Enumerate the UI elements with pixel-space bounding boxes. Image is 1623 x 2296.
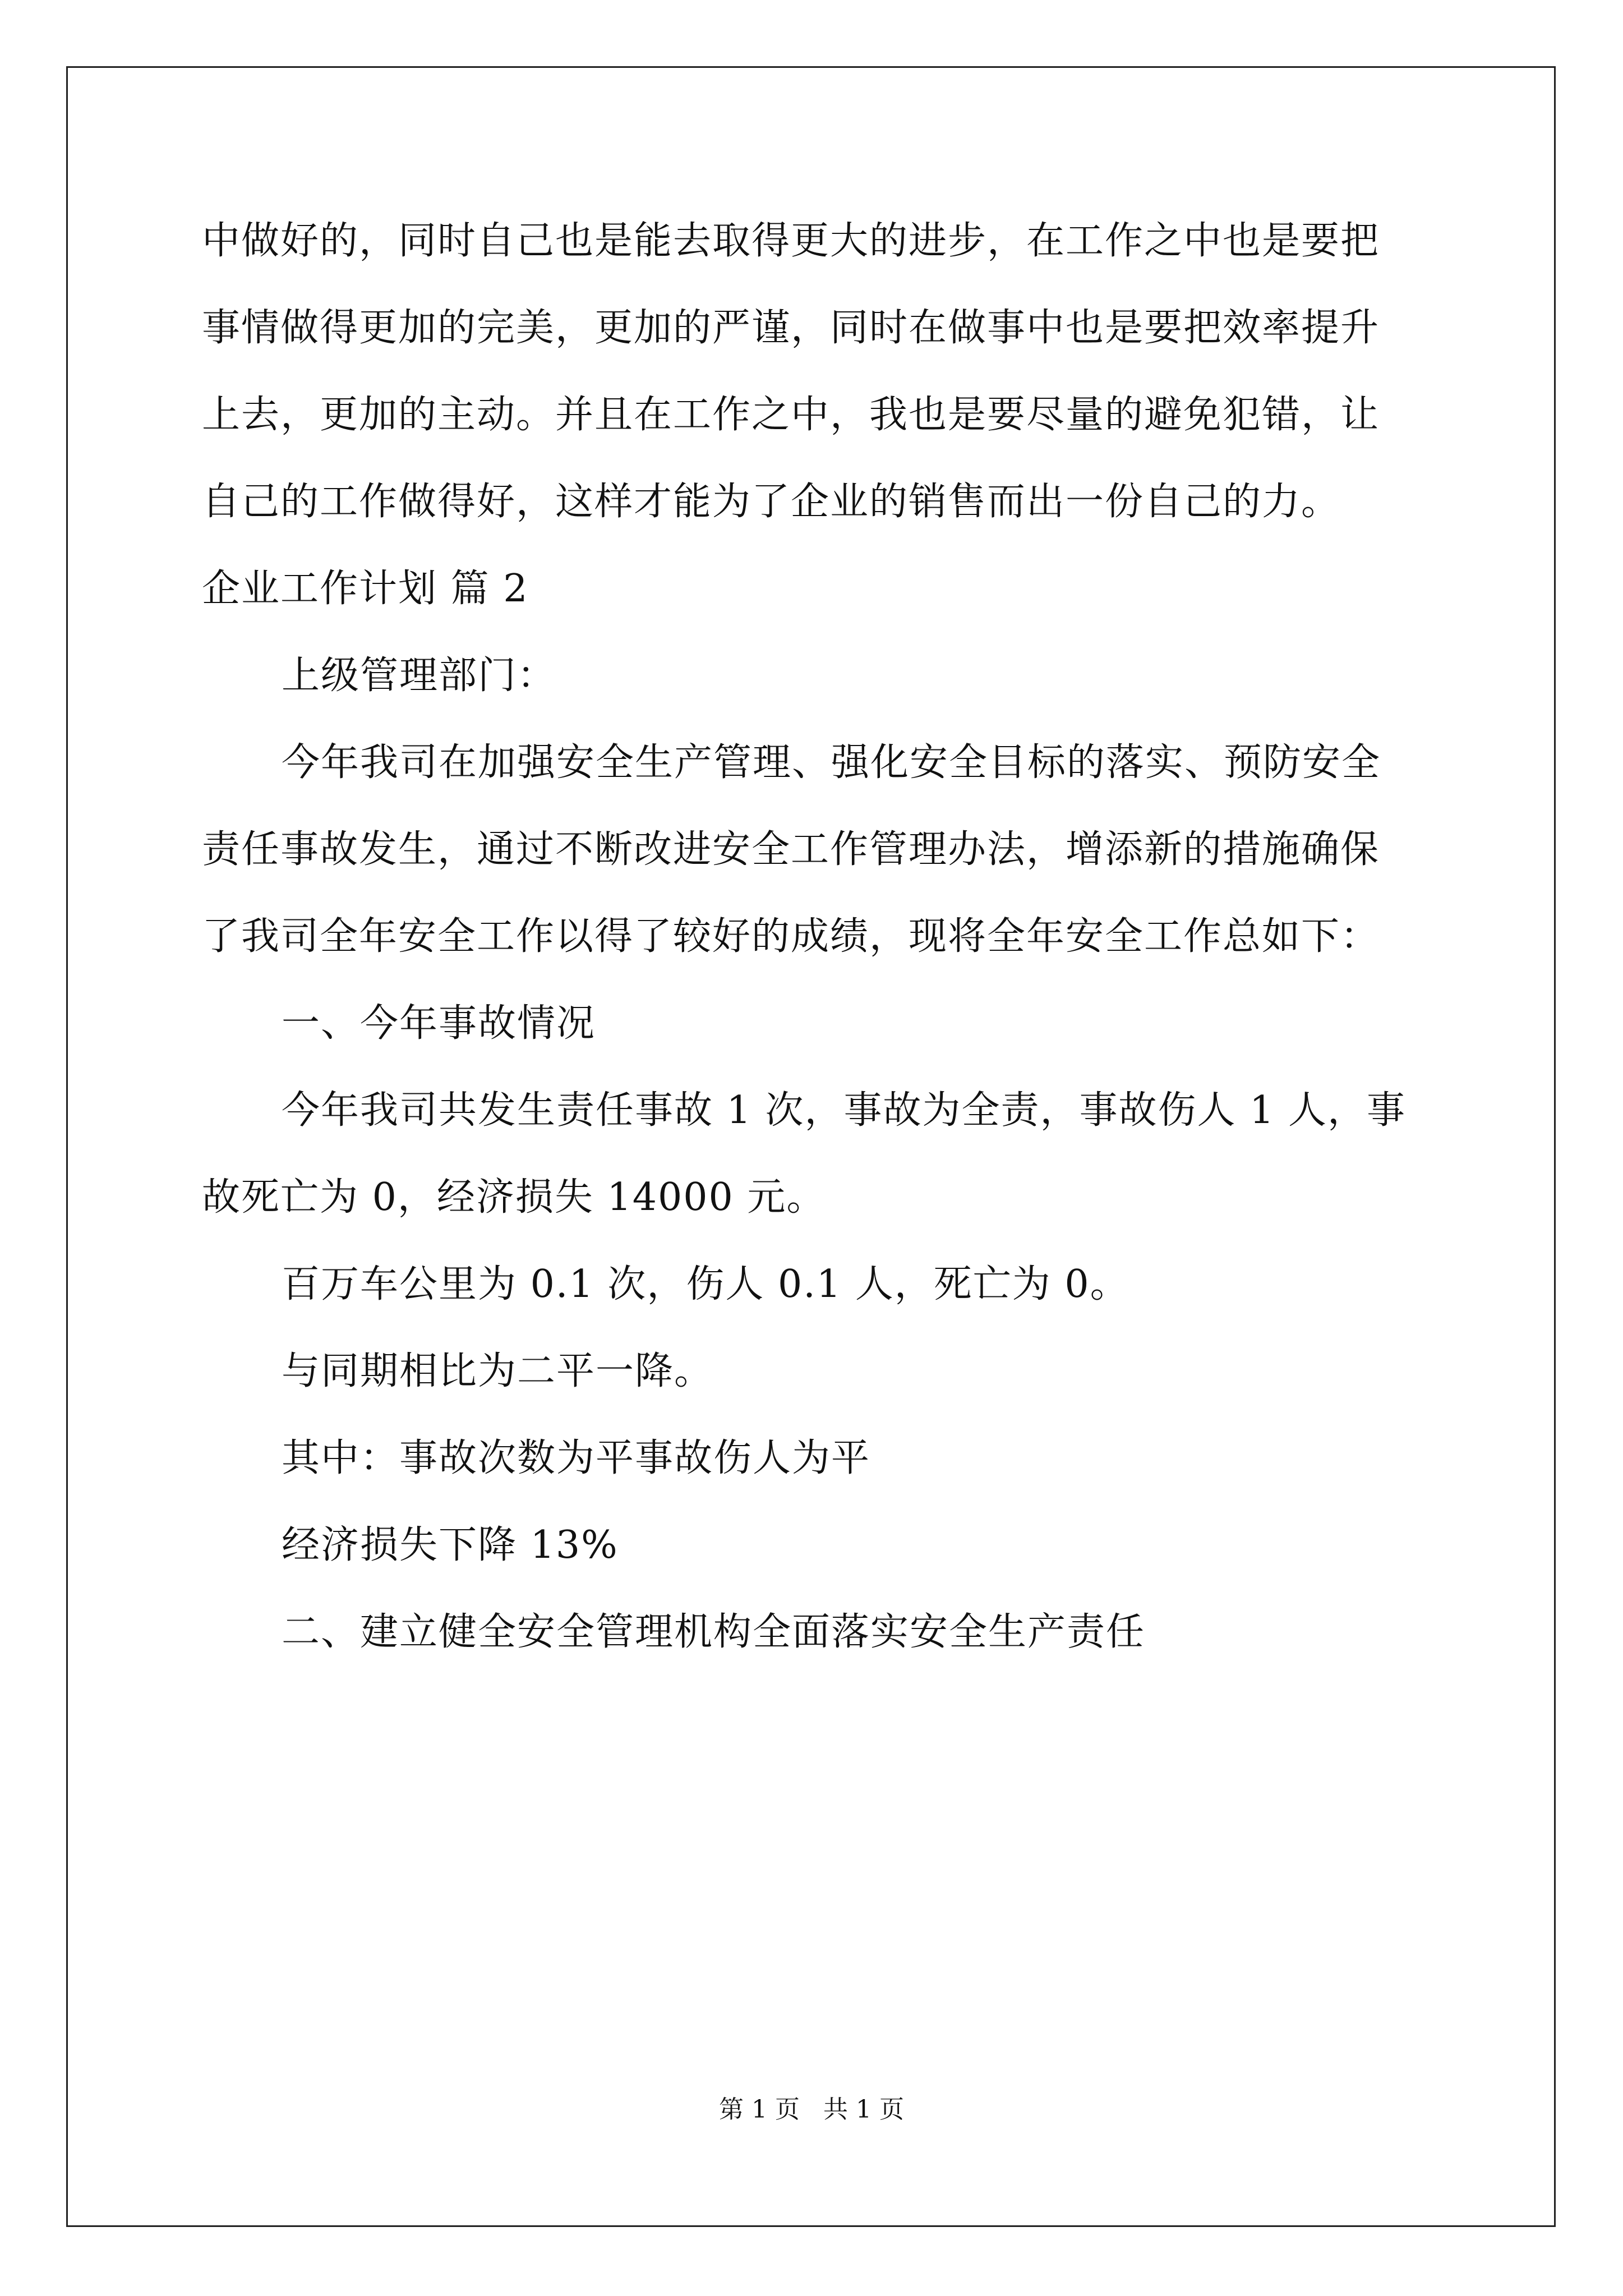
body-line: 上去，更加的主动。并且在工作之中，我也是要尽量的避免犯错，让 [202,393,1380,437]
subheading: 二、建立健全安全管理机构全面落实安全生产责任 [282,1610,1146,1654]
body-line: 故死亡为 0，经济损失 14000 元。 [202,1175,826,1220]
body-line: 其中：事故次数为平事故伤人为平 [282,1436,871,1480]
page-border [66,66,1556,2227]
body-line: 事情做得更加的完美，更加的严谨，同时在做事中也是要把效率提升 [202,306,1380,350]
body-line: 今年我司在加强安全生产管理、强化安全目标的落实、预防安全 [282,740,1381,785]
body-line: 与同期相比为二平一降。 [282,1349,714,1393]
body-line: 今年我司共发生责任事故 1 次，事故为全责，事故伤人 1 人，事 [282,1088,1406,1133]
salutation: 上级管理部门： [282,654,557,698]
section-heading: 企业工作计划 篇 2 [202,567,529,611]
body-line: 百万车公里为 0.1 次，伤人 0.1 人，死亡为 0。 [282,1262,1129,1306]
page-number-footer: 第 1 页 共 1 页 [719,2095,904,2124]
body-line: 中做好的，同时自己也是能去取得更大的进步，在工作之中也是要把 [202,219,1380,263]
body-line: 自己的工作做得好，这样才能为了企业的销售而出一份自己的力。 [202,480,1341,524]
body-line: 了我司全年安全工作以得了较好的成绩，现将全年安全工作总如下： [202,914,1380,959]
body-line: 责任事故发生，通过不断改进安全工作管理办法，增添新的措施确保 [202,827,1380,872]
body-line: 经济损失下降 13% [282,1523,619,1567]
subheading: 一、今年事故情况 [282,1001,596,1046]
